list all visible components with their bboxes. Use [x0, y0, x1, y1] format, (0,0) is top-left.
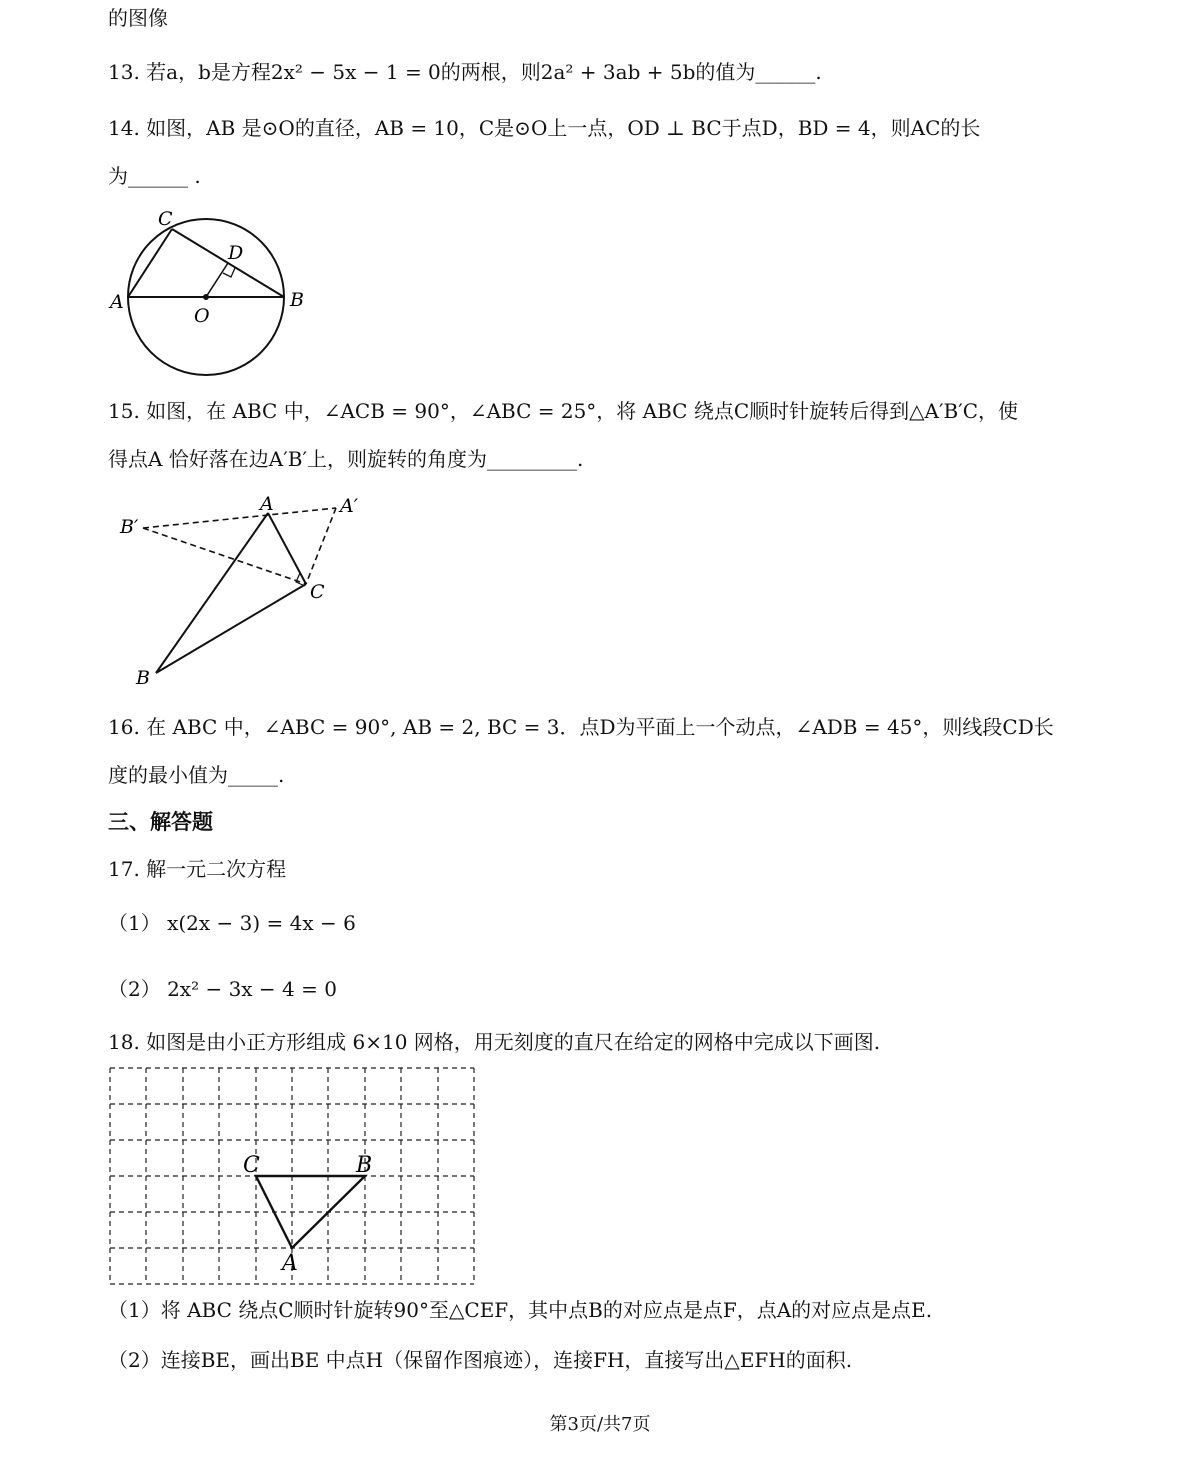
question-16: 16. 在 ABC 中，∠ABC = 90°, AB = 2, BC = 3．点D为平面上一个动点，∠ADB = 45°，则线段CD长 — [108, 715, 1054, 739]
label-a: A — [260, 493, 274, 515]
question-12-tail: 的图像 — [108, 6, 168, 30]
chord-ac — [128, 229, 172, 297]
figure-18-grid — [100, 1062, 485, 1292]
question-16-cont: 度的最小值为_____. — [108, 763, 285, 787]
question-17-part-1: （1） x(2x − 3) = 4x − 6 — [108, 911, 356, 935]
question-15: 15. 如图，在 ABC 中，∠ACB = 90°，∠ABC = 25°，将 ABC 绕点C顺时针旋转后得到△A′B′C，使 — [108, 399, 1019, 423]
segment-od — [206, 263, 228, 297]
page-footer: 第3页/共7页 — [549, 1414, 651, 1435]
question-13: 13. 若a，b是方程2x² − 5x − 1 = 0的两根，则2a² + 3ab + 5b的值为______. — [108, 60, 822, 84]
label-c: C — [158, 208, 173, 230]
label-b: B — [136, 667, 150, 689]
question-17: 17. 解一元二次方程 — [108, 857, 287, 881]
figure-15-rotation — [108, 490, 368, 690]
question-14: 14. 如图，AB 是⊙O的直径，AB = 10，C是⊙O上一点，OD ⊥ BC于点D，BD = 4，则AC的长 — [108, 116, 981, 140]
question-18: 18. 如图是由小正方形组成 6×10 网格，用无刻度的直尺在给定的网格中完成以下画图. — [108, 1030, 881, 1054]
center-dot — [203, 294, 209, 300]
side-b1a1-dashed — [143, 508, 336, 528]
label-a-prime: A′ — [340, 495, 359, 517]
label-a: A — [282, 1251, 298, 1276]
label-c: C — [243, 1153, 260, 1178]
label-b: B — [356, 1153, 373, 1178]
question-18-part-1: （1）将 ABC 绕点C顺时针旋转90°至△CEF，其中点B的对应点是点F，点A的对应点是点E. — [108, 1298, 933, 1322]
side-a1c-dashed — [306, 508, 336, 584]
question-14-cont: 为______ . — [108, 164, 201, 188]
side-bc — [156, 584, 306, 673]
label-a: A — [110, 291, 124, 313]
label-d: D — [228, 242, 244, 264]
label-b-prime: B′ — [120, 516, 139, 538]
label-c: C — [310, 581, 325, 603]
question-18-part-2: （2）连接BE，画出BE 中点H（保留作图痕迹），连接FH，直接写出△EFH的面积. — [108, 1348, 853, 1372]
section-heading: 三、解答题 — [108, 810, 213, 834]
figure-14-circle — [108, 205, 308, 380]
label-b: B — [290, 289, 304, 311]
question-15-cont: 得点A 恰好落在边A′B′上，则旋转的角度为_________. — [108, 447, 584, 471]
label-o: O — [194, 305, 210, 327]
question-17-part-2: （2） 2x² − 3x − 4 = 0 — [108, 977, 337, 1001]
side-ba — [156, 513, 268, 673]
